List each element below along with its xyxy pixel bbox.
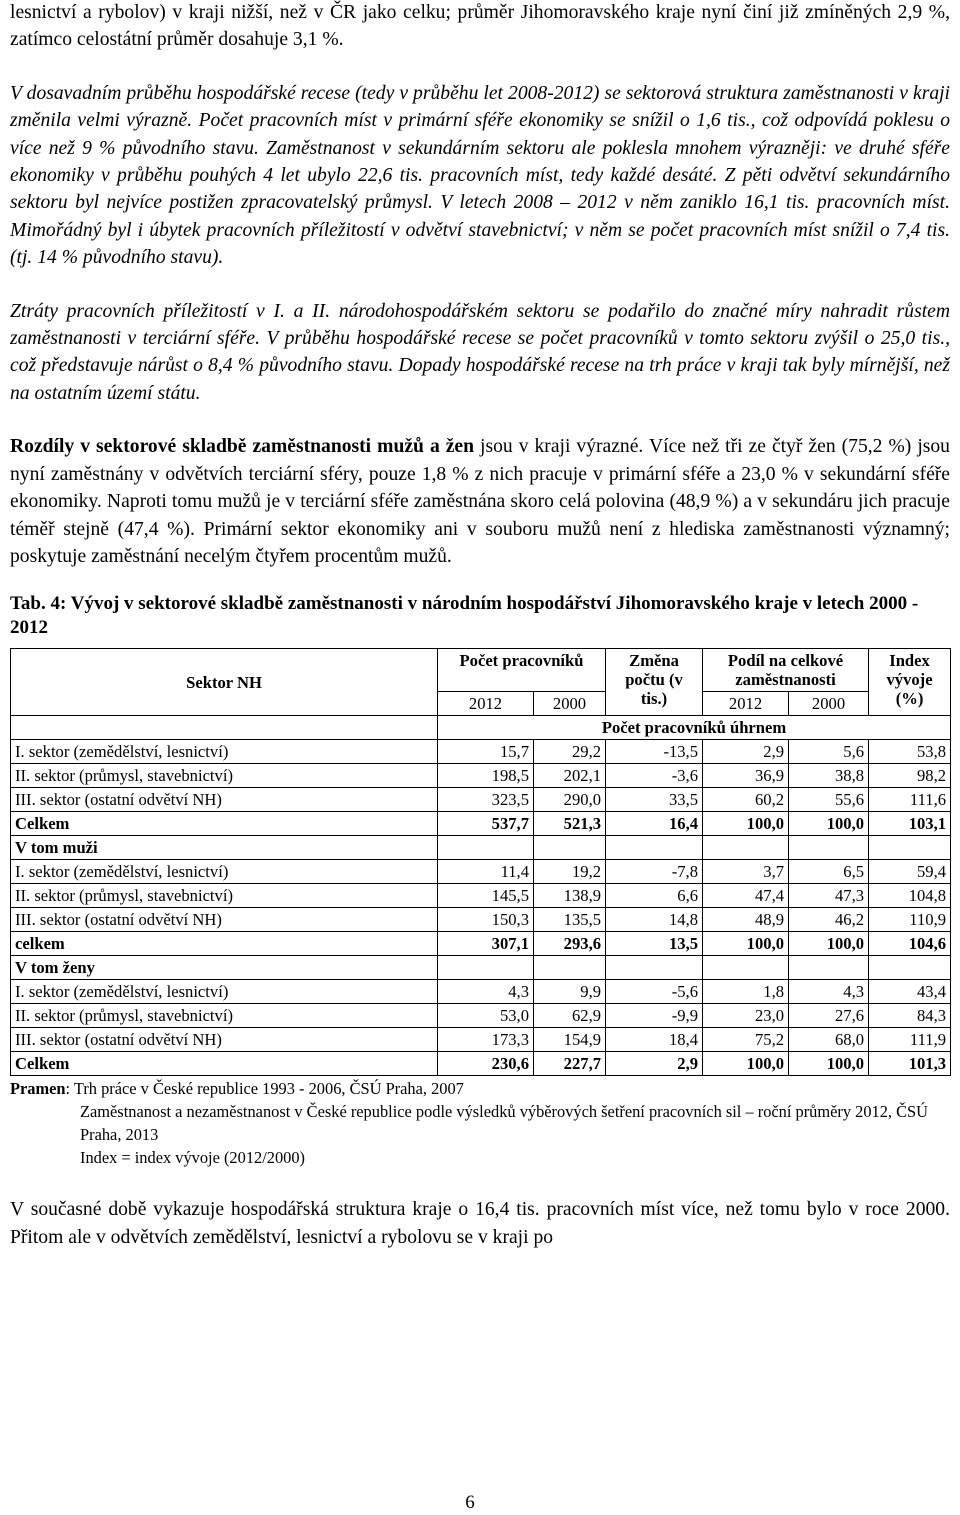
cell-chg: 16,4 — [606, 812, 703, 836]
header-count-2012: 2012 — [438, 692, 534, 716]
cell-chg: 33,5 — [606, 788, 703, 812]
cell-s2000: 27,6 — [789, 1004, 869, 1028]
paragraph-gender-differences — [10, 433, 950, 570]
cell-s2000: 100,0 — [789, 932, 869, 956]
header-sector: Sektor NH — [11, 649, 438, 716]
cell-idx: 98,2 — [869, 764, 951, 788]
cell-s2012: 1,8 — [703, 980, 789, 1004]
row-label: II. sektor (průmysl, stavebnictví) — [11, 884, 438, 908]
gender-differences-text: jsou v kraji výrazné. Více než tři ze čtyř žen (75,2 %) jsou nyní zaměstnány v odvětvích terciární sféry, pouze 1,8 % z nich pracuje v primární sféře a 23,0 % v sekundární sféře ekonomiky. Naproti tomu mužů je v terciární sféře zaměstnána skoro celá polovina (48,9 %) a v sekundáru jich pracuje téměř stejně (47,4 %). Primární sektor ekonomiky ani v souboru mužů není z hlediska zaměstnanosti významný; poskytuje zaměstnání necelým čtyřem procentům mužů. — [10, 436, 950, 567]
cell-s2000: 46,2 — [789, 908, 869, 932]
header-share-2012: 2012 — [703, 692, 789, 716]
cell-s2000: 38,8 — [789, 764, 869, 788]
cell-idx: 104,8 — [869, 884, 951, 908]
cell-chg: 13,5 — [606, 932, 703, 956]
cell-c2012: 307,1 — [438, 932, 534, 956]
cell-s2012: 2,9 — [703, 740, 789, 764]
row-label: III. sektor (ostatní odvětví NH) — [11, 908, 438, 932]
cell-chg: 14,8 — [606, 908, 703, 932]
row-label: Celkem — [11, 1052, 438, 1076]
row-label: I. sektor (zemědělství, lesnictví) — [11, 860, 438, 884]
table-row — [11, 884, 951, 908]
header-count: Počet pracovníků — [438, 649, 606, 692]
cell-c2012: 4,3 — [438, 980, 534, 1004]
row-label: II. sektor (průmysl, stavebnictví) — [11, 1004, 438, 1028]
cell-c2012: 198,5 — [438, 764, 534, 788]
table-row — [11, 860, 951, 884]
table-row — [11, 980, 951, 1004]
cell-c2000: 138,9 — [534, 884, 606, 908]
cell-c2000: 9,9 — [534, 980, 606, 1004]
cell-idx: 104,6 — [869, 932, 951, 956]
row-label: II. sektor (průmysl, stavebnictví) — [11, 764, 438, 788]
table-row — [11, 1004, 951, 1028]
table-row — [11, 788, 951, 812]
cell-c2000: 290,0 — [534, 788, 606, 812]
cell-s2012: 100,0 — [703, 932, 789, 956]
cell-c2000: 19,2 — [534, 860, 606, 884]
cell-chg: 18,4 — [606, 1028, 703, 1052]
table-row — [11, 908, 951, 932]
cell-c2012: 11,4 — [438, 860, 534, 884]
cell-s2000: 100,0 — [789, 1052, 869, 1076]
cell-c2012: 537,7 — [438, 812, 534, 836]
header-index: Index vývoje (%) — [869, 649, 951, 716]
cell-c2000: 29,2 — [534, 740, 606, 764]
section-men-label: V tom muži — [11, 836, 438, 860]
table-header-row-1 — [11, 649, 951, 692]
document-page — [10, 0, 950, 1251]
cell-s2012: 100,0 — [703, 812, 789, 836]
cell-s2012: 75,2 — [703, 1028, 789, 1052]
cell-s2000: 55,6 — [789, 788, 869, 812]
cell-s2012: 23,0 — [703, 1004, 789, 1028]
cell-c2000: 227,7 — [534, 1052, 606, 1076]
table-title: Tab. 4: Vývoj v sektorové skladbě zaměstnanosti v národním hospodářství Jihomoravského kraje v letech 2000 - 2012 — [10, 593, 919, 639]
paragraph-primary-share: lesnictví a rybolov) v kraji nižší, než v ČR jako celku; průměr Jihomoravského kraje nyní činí již zmíněných 2,9 %, zatímco celostátní průměr dosahuje 3,1 %. — [10, 2, 950, 51]
cell-s2000: 100,0 — [789, 812, 869, 836]
table-total-row — [11, 812, 951, 836]
header-count-2000: 2000 — [534, 692, 606, 716]
cell-s2012: 3,7 — [703, 860, 789, 884]
cell-s2000: 4,3 — [789, 980, 869, 1004]
cell-s2000: 68,0 — [789, 1028, 869, 1052]
cell-c2012: 323,5 — [438, 788, 534, 812]
section-women-label: V tom ženy — [11, 956, 438, 980]
table-row — [11, 764, 951, 788]
table-source — [10, 1077, 950, 1169]
table-row — [11, 740, 951, 764]
cell-idx: 111,9 — [869, 1028, 951, 1052]
gender-differences-heading: Rozdíly v sektorové skladbě zaměstnanosti mužů a žen — [10, 436, 475, 458]
cell-c2012: 15,7 — [438, 740, 534, 764]
subheader-empty — [11, 716, 438, 740]
row-label: I. sektor (zemědělství, lesnictví) — [11, 740, 438, 764]
page-number: 6 — [465, 1492, 475, 1513]
employment-table — [10, 648, 951, 1076]
row-label: celkem — [11, 932, 438, 956]
cell-idx: 43,4 — [869, 980, 951, 1004]
source-line-1: : Trh práce v České republice 1993 - 2006, ČSÚ Praha, 2007 — [65, 1079, 464, 1099]
cell-idx: 103,1 — [869, 812, 951, 836]
cell-c2012: 53,0 — [438, 1004, 534, 1028]
table-total-row — [11, 932, 951, 956]
cell-s2012: 100,0 — [703, 1052, 789, 1076]
row-label: Celkem — [11, 812, 438, 836]
cell-c2000: 202,1 — [534, 764, 606, 788]
header-share: Podíl na celkové zaměstnanosti — [703, 649, 869, 692]
cell-c2012: 230,6 — [438, 1052, 534, 1076]
cell-c2012: 173,3 — [438, 1028, 534, 1052]
source-line-3: Index = index vývoje (2012/2000) — [80, 1148, 306, 1168]
section-men-row — [11, 836, 951, 860]
table-row — [11, 1028, 951, 1052]
cell-c2012: 150,3 — [438, 908, 534, 932]
header-change: Změna počtu (v tis.) — [606, 649, 703, 716]
cell-c2000: 135,5 — [534, 908, 606, 932]
table-subheader-row — [11, 716, 951, 740]
cell-s2012: 60,2 — [703, 788, 789, 812]
cell-chg: -9,9 — [606, 1004, 703, 1028]
cell-c2000: 62,9 — [534, 1004, 606, 1028]
cell-chg: 2,9 — [606, 1052, 703, 1076]
cell-chg: -5,6 — [606, 980, 703, 1004]
header-share-2000: 2000 — [789, 692, 869, 716]
row-label: III. sektor (ostatní odvětví NH) — [11, 788, 438, 812]
cell-chg: -7,8 — [606, 860, 703, 884]
source-line-2: Zaměstnanost a nezaměstnanost v České republice podle výsledků výběrových šetření pracovních sil – roční průměry 2012, ČSÚ Praha, 2013 — [80, 1102, 928, 1145]
paragraph-tertiary-compensation: Ztráty pracovních příležitostí v I. a II. národohospodářském sektoru se podařilo do značné míry nahradit růstem zaměstnanosti v terciární sféře. V průběhu hospodářské recese se počet pracovníků v tomto sektoru zvýšil o 25,0 tis., což představuje nárůst o 8,4 % původního stavu. Dopady hospodářské recese na trh práce v kraji tak byly mírnější, než na ostatním území státu. — [10, 300, 950, 404]
cell-chg: -13,5 — [606, 740, 703, 764]
cell-idx: 59,4 — [869, 860, 951, 884]
cell-s2000: 5,6 — [789, 740, 869, 764]
table-total-row — [11, 1052, 951, 1076]
cell-s2000: 6,5 — [789, 860, 869, 884]
cell-c2012: 145,5 — [438, 884, 534, 908]
row-label: III. sektor (ostatní odvětví NH) — [11, 1028, 438, 1052]
cell-s2000: 47,3 — [789, 884, 869, 908]
source-label: Pramen — [10, 1079, 66, 1099]
paragraph-current-structure: V současné době vykazuje hospodářská struktura kraje o 16,4 tis. pracovních míst více, než tomu bylo v roce 2000. Přitom ale v odvětvích zemědělství, lesnictví a rybolovu se v kraji po — [10, 1199, 950, 1248]
cell-s2012: 47,4 — [703, 884, 789, 908]
cell-idx: 110,9 — [869, 908, 951, 932]
cell-idx: 84,3 — [869, 1004, 951, 1028]
cell-chg: 6,6 — [606, 884, 703, 908]
section-women-row — [11, 956, 951, 980]
cell-s2012: 48,9 — [703, 908, 789, 932]
paragraph-recession-structure: V dosavadním průběhu hospodářské recese (tedy v průběhu let 2008-2012) se sektorová struktura zaměstnanosti v kraji změnila velmi výrazně. Počet pracovních míst v primární sféře ekonomiky se snížil o 1,6 tis., což odpovídá poklesu o více než 9 % původního stavu. Zaměstnanost v sekundárním sektoru ale poklesla mnohem výrazněji: ve druhé sféře ekonomiky v průběhu pouhých 4 let ubylo 22,6 tis. pracovních míst, tedy každé desáté. Z pěti odvětví sekundárního sektoru byl nejvíce postižen zpracovatelský průmysl. V letech 2008 – 2012 v něm zaniklo 16,1 tis. pracovních míst. Mimořádný byl i úbytek pracovních příležitostí v odvětví stavebnictví; v něm se počet pracovních míst snížil o 7,4 tis. (tj. 14 % původního stavu). — [10, 82, 950, 269]
cell-s2012: 36,9 — [703, 764, 789, 788]
cell-c2000: 521,3 — [534, 812, 606, 836]
cell-chg: -3,6 — [606, 764, 703, 788]
cell-c2000: 293,6 — [534, 932, 606, 956]
subheader-total-workers: Počet pracovníků úhrnem — [438, 716, 951, 740]
cell-idx: 101,3 — [869, 1052, 951, 1076]
cell-idx: 111,6 — [869, 788, 951, 812]
cell-c2000: 154,9 — [534, 1028, 606, 1052]
row-label: I. sektor (zemědělství, lesnictví) — [11, 980, 438, 1004]
cell-idx: 53,8 — [869, 740, 951, 764]
